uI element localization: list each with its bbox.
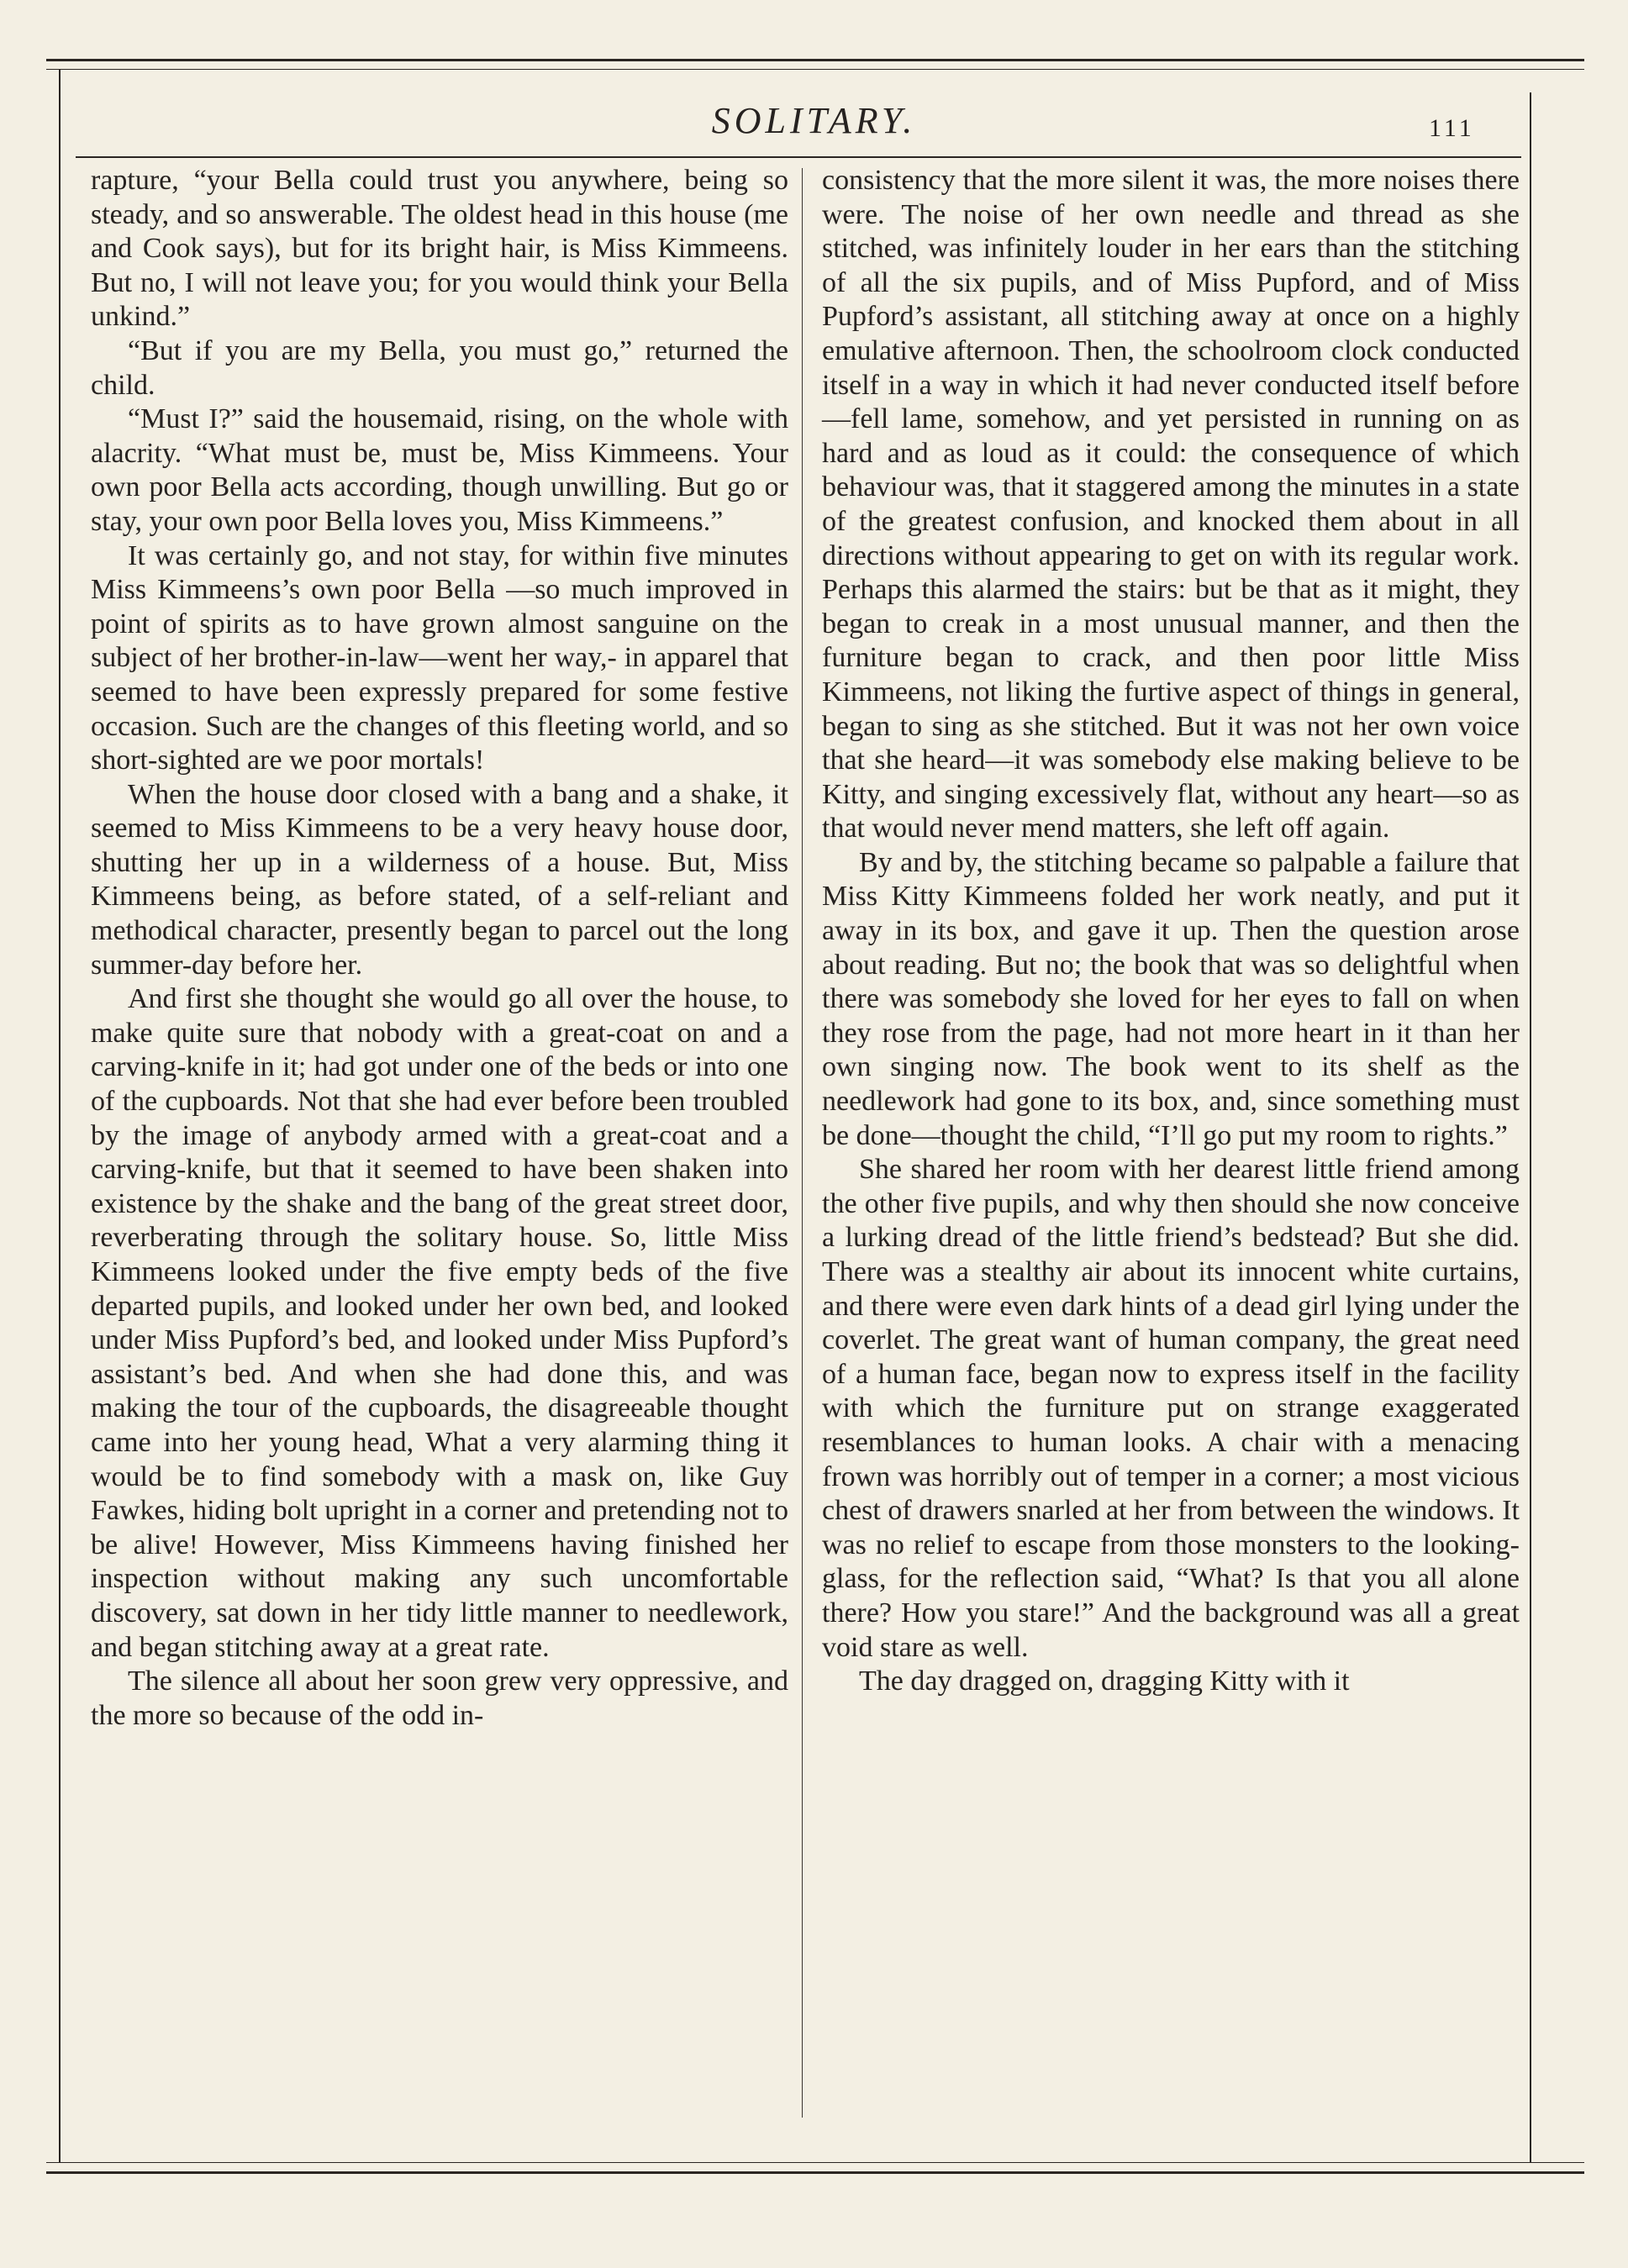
paragraph: It was certainly go, and not stay, for within five minutes Miss Kimmeens’s own poor Bella —so much improved in point of spirits as to have grown almost sanguine on the subject of her brother-in-law—went her way,- in apparel that seemed to have been expressly prepared for some festive occasion. Such are the changes of this fleeting world, and so short-sighted are we poor mortals! <box>91 539 788 776</box>
paragraph: “Must I?” said the housemaid, rising, on the whole with alacrity. “What must be, must be, Miss Kimmeens. Your own poor Bella acts according, though unwilling. But go or stay, your own poor Bella loves you, Miss Kimmeens.” <box>91 403 788 537</box>
paragraph: When the house door closed with a bang and a shake, it seemed to Miss Kimmeens to be a very heavy house door, shutting her up in a wilderness of a house. But, Miss Kimmeens being, as before stated, of a self-reliant and methodical character, presently began to parcel out the long summer-day before her. <box>91 778 788 981</box>
paragraph: She shared her room with her dearest little friend among the other five pupils, and why then should she now conceive a lurking dread of the little friend’s bedstead? But she did. There was a stealthy air about its innocent white curtains, and there were even dark hints of a dead girl lying under the coverlet. The great want of human company, the great need of a human face, began now to express itself in the facility with which the furniture put on strange exaggerated resemblances to human looks. A chair with a menacing frown was horribly out of temper in a corner; a most vicious chest of drawers snarled at her from between the windows. It was no relief to escape from those monsters to the looking-glass, for the reflection said, “What? Is that you all alone there? How you stare!” And the background was all a great void stare as well. <box>822 1154 1520 1663</box>
header-underline <box>76 156 1521 158</box>
paragraph: “But if you are my Bella, you must go,” returned the child. <box>91 334 788 401</box>
paragraph: rapture, “your Bella could trust you anywhere, being so steady, and so answerable. The oldest head in this house (me and Cook says), but for its bright hair, is Miss Kimmeens. But no, I will not leave you; for you would think your Bella unkind.” <box>91 165 788 333</box>
page-number: 111 <box>1429 114 1475 142</box>
bottom-outer-rule <box>46 2171 1584 2174</box>
paragraph: consistency that the more silent it was, the more noises there were. The noise of her own needle and thread as she stitched, was infinitely louder in her ears than the stitching of all the six pupils, and of Miss Pupford, and of Miss Pupford’s assistant, all stitching away at once on a highly emulative afternoon. Then, the schoolroom clock conducted itself in a way in which it had never conducted itself before—fell lame, somehow, and yet persisted in running on as hard and as loud as it could: the consequence of which behaviour was, that it staggered among the minutes in a state of the greatest confusion, and knocked them about in all directions without appearing to get on with its regular work. Perhaps this alarmed the stairs: but be that as it might, they began to creak in a most unusual manner, and then the furniture began to crack, and then poor little Miss Kimmeens, not liking the furtive aspect of things in general, began to sing as she stitched. But it was not her own voice that she heard—it was somebody else making believe to be Kitty, and singing excessively flat, without any heart—so as that would never mend matters, she left off again. <box>822 165 1520 845</box>
right-text-column <box>822 164 1520 1699</box>
top-inner-rule <box>46 69 1584 70</box>
paragraph: By and by, the stitching became so palpable a failure that Miss Kitty Kimmeens folded her work neatly, and put it away in its box, and gave it up. Then the question arose about reading. But no; the book that was so delightful when there was somebody she loved for her eyes to fall on when they rose from the page, had not more heart in it than her own singing now. The book went to its shelf as the needlework had gone to its box, and, since something must be done—thought the child, “I’ll go put my room to rights.” <box>822 846 1520 1151</box>
paragraph: The day dragged on, dragging Kitty with it <box>859 1665 1350 1697</box>
left-frame-line <box>59 69 61 2163</box>
left-text-column <box>91 164 788 1733</box>
bottom-inner-rule <box>46 2162 1584 2163</box>
running-header-title: SOLITARY. <box>711 100 917 141</box>
paragraph: And first she thought she would go all over the house, to make quite sure that nobody with a great-coat on and a carving-knife in it; had got under one of the beds or into one of the cupboards. Not that she had ever before been troubled by the image of anybody armed with a great-coat and a carving-knife, but that it seemed to have been shaken into existence by the shake and the bang of the great street door, reverberating through the solitary house. So, little Miss Kimmeens looked under the five empty beds of the five departed pupils, and looked under her own bed, and looked under Miss Pupford’s bed, and looked under Miss Pupford’s assistant’s bed. And when she had done this, and was making the tour of the cupboards, the disagreeable thought came into her young head, What a very alarming thing it would be to find somebody with a mask on, like Guy Fawkes, hiding bolt upright in a corner and pretending not to be alive! However, Miss Kimmeens having finished her inspection without making any such uncomfortable discovery, sat down in her tidy little manner to needlework, and began stitching away at a great rate. <box>91 983 788 1663</box>
right-frame-line <box>1530 92 1531 2163</box>
paragraph: The silence all about her soon grew very oppressive, and the more so because of the odd in- <box>91 1665 788 1731</box>
column-divider <box>802 168 803 2118</box>
top-outer-rule <box>46 59 1584 61</box>
